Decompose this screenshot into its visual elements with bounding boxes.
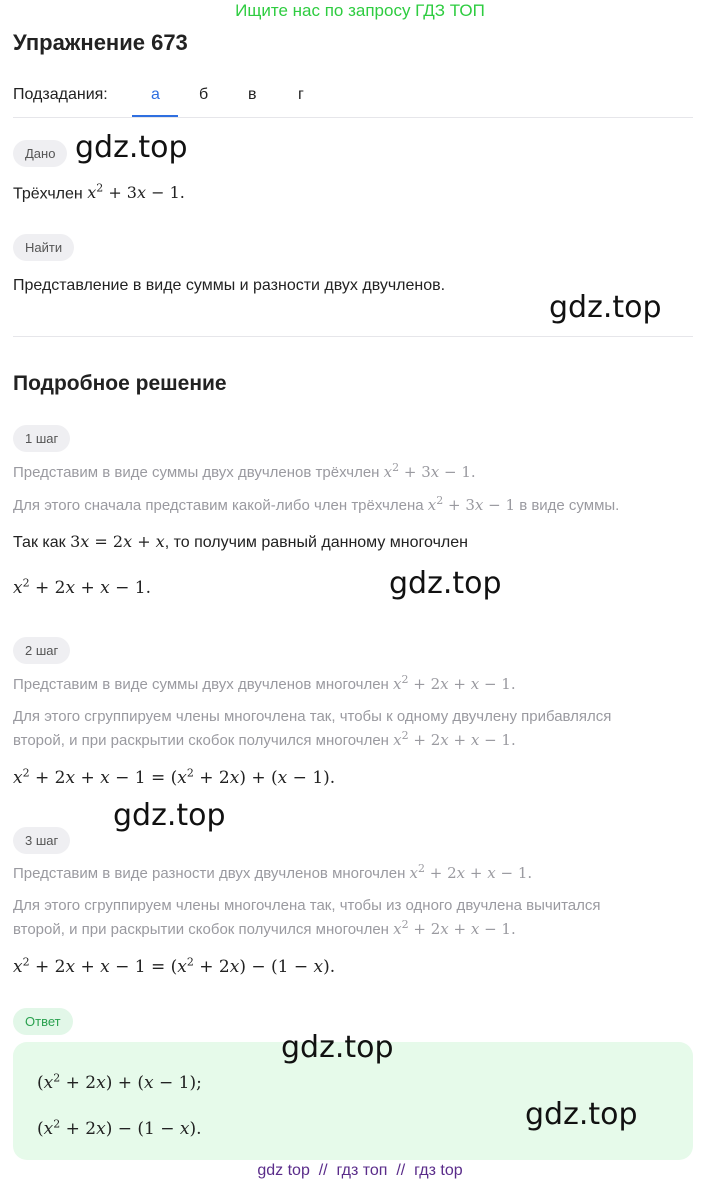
step-2-pill: 2 шаг — [13, 637, 70, 664]
footer-separator: // — [318, 1162, 328, 1179]
tab-g[interactable]: г — [298, 86, 304, 103]
given-text: Трёхчлен $x^2 + 3x - 1$. — [13, 182, 185, 203]
divider — [13, 336, 693, 337]
step-3-line-1: Представим в виде разности двух двучленов многочлен $x^2 + 2x + x - 1$. — [13, 862, 533, 882]
step-3-pill: 3 шаг — [13, 827, 70, 854]
step-1-line-2: Для этого сначала представим какой-либо член трёхчлена $x^2 + 3x - 1$ в виде суммы. — [13, 494, 620, 514]
footer-link-gdz-top[interactable]: gdz top — [257, 1162, 310, 1179]
step-2-formula: $x^2 + 2x + x - 1 = (x^2 + 2x) + (x - 1)$. — [13, 766, 336, 788]
watermark: gdz.top — [281, 1030, 394, 1065]
divider — [13, 117, 693, 118]
watermark: gdz.top — [113, 798, 226, 833]
step-3-line-2a: Для этого сгруппируем члены многочлена так, чтобы из одного двучлена вычитался — [13, 897, 601, 914]
watermark: gdz.top — [75, 130, 188, 165]
solution-title: Подробное решение — [13, 372, 227, 395]
step-2-line-1: Представим в виде суммы двух двучленов многочлен $x^2 + 2x + x - 1$. — [13, 673, 516, 693]
step-3-formula: $x^2 + 2x + x - 1 = (x^2 + 2x) - (1 - x)$. — [13, 955, 336, 977]
footer-link-gdz-top-mixed[interactable]: гдз top — [414, 1162, 463, 1179]
step-1-line-3: Так как 3x = 2x + x, то получим равный данному многочлен — [13, 532, 468, 551]
find-pill: Найти — [13, 234, 74, 261]
step-1-pill: 1 шаг — [13, 425, 70, 452]
subtasks-label: Подзадания: — [13, 86, 108, 103]
page-title: Упражнение 673 — [13, 30, 188, 55]
watermark: gdz.top — [549, 290, 662, 325]
tab-v[interactable]: в — [248, 86, 257, 103]
footer-link-gdz-top-ru[interactable]: гдз топ — [336, 1162, 388, 1179]
answer-line-1: $(x^2 + 2x) + (x - 1)$; — [37, 1071, 202, 1093]
answer-line-2: $(x^2 + 2x) - (1 - x)$. — [37, 1117, 202, 1139]
tab-a[interactable]: а — [151, 86, 160, 103]
step-1-line-1: Представим в виде суммы двух двучленов трёхчлен $x^2 + 3x - 1$. — [13, 461, 476, 481]
find-text: Представление в виде суммы и разности двух двучленов. — [13, 277, 446, 294]
step-2-line-2a: Для этого сгруппируем члены многочлена так, чтобы к одному двучлену прибавлялся — [13, 708, 612, 725]
tab-b[interactable]: б — [199, 86, 209, 103]
given-pill: Дано — [13, 140, 67, 167]
watermark: gdz.top — [389, 566, 502, 601]
footer-separator: // — [396, 1162, 406, 1179]
answer-pill: Ответ — [13, 1008, 73, 1035]
step-1-formula: $x^2 + 2x + x - 1$. — [13, 576, 151, 598]
footer-links — [0, 1162, 720, 1180]
step-3-line-2b: второй, и при раскрытии скобок получился многочлен $x^2 + 2x + x - 1$. — [13, 918, 516, 938]
step-2-line-2b: второй, и при раскрытии скобок получился многочлен $x^2 + 2x + x - 1$. — [13, 729, 516, 749]
watermark: gdz.top — [525, 1097, 638, 1132]
search-banner: Ищите нас по запросу ГДЗ ТОП — [235, 1, 485, 20]
